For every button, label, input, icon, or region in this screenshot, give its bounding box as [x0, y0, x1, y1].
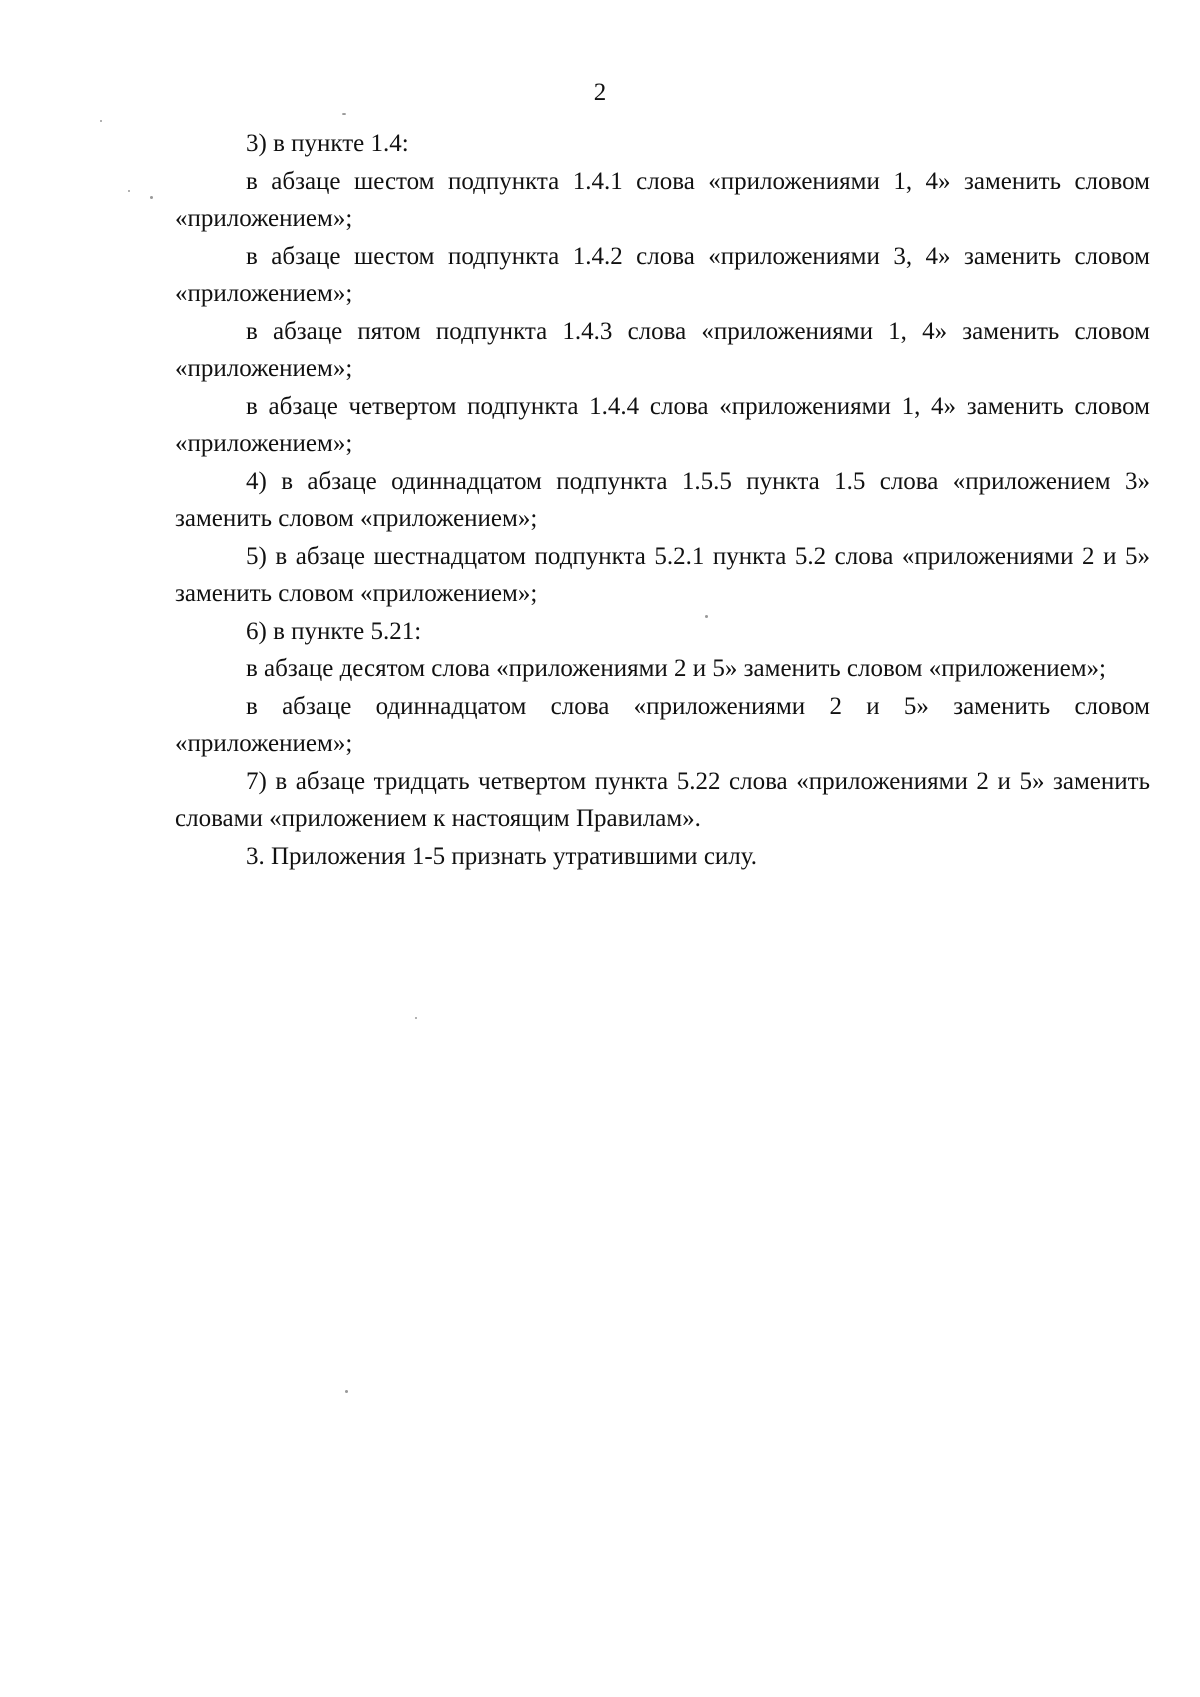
paragraph: 6) в пункте 5.21:: [246, 617, 422, 645]
scan-speck: [150, 196, 153, 199]
page-number: 2: [593, 79, 607, 106]
document-body: [175, 125, 1150, 875]
paragraph: в абзаце шестом подпункта 1.4.1 слова «приложениями 1, 4» заменить словом «приложением»;: [175, 167, 1150, 232]
paragraph: 3) в пункте 1.4:: [246, 130, 409, 157]
scan-speck: [345, 1390, 348, 1393]
paragraph: в абзаце десятом слова «приложениями 2 и 5» заменить словом «приложением»;: [246, 655, 1106, 682]
paragraph: в абзаце шестом подпункта 1.4.2 слова «приложениями 3, 4» заменить словом «приложением»;: [175, 242, 1150, 307]
scan-speck: [342, 113, 346, 115]
paragraph: в абзаце одиннадцатом слова «приложениями 2 и 5» заменить словом «приложением»;: [175, 692, 1150, 757]
paragraph: в абзаце четвертом подпункта 1.4.4 слова «приложениями 1, 4» заменить словом «приложением»;: [175, 392, 1150, 457]
paragraph: 5) в абзаце шестнадцатом подпункта 5.2.1 пункта 5.2 слова «приложениями 2 и 5» заменить словом «приложением»;: [175, 542, 1150, 607]
scan-speck: [128, 190, 130, 192]
scan-speck: [415, 1017, 417, 1019]
paragraph: в абзаце пятом подпункта 1.4.3 слова «приложениями 1, 4» заменить словом «приложением»;: [175, 317, 1150, 382]
paragraph: 3. Приложения 1-5 признать утратившими силу.: [246, 842, 758, 870]
paragraph: 7) в абзаце тридцать четвертом пункта 5.22 слова «приложениями 2 и 5» заменить словами «приложением к настоящим Правилам».: [175, 767, 1150, 832]
scan-speck: [100, 120, 102, 122]
scan-speck: [705, 615, 708, 618]
paragraph: 4) в абзаце одиннадцатом подпункта 1.5.5 пункта 1.5 слова «приложением 3» заменить словом «приложением»;: [175, 467, 1150, 532]
